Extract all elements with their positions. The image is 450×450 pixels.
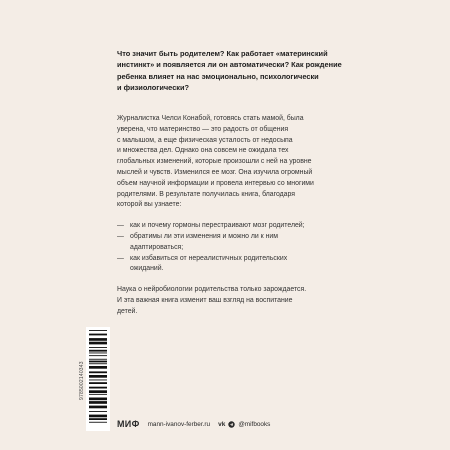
text-line: Журналистка Челси Конабой, готовясь стать мамой, была	[117, 115, 304, 122]
text-line: которой вы узнаете:	[117, 201, 182, 209]
text-line: родителями. В результате получилась книга, благодаря	[117, 190, 295, 198]
bullet-item	[117, 232, 349, 254]
telegram-icon[interactable]	[228, 421, 235, 428]
barcode-bar	[89, 387, 107, 389]
bullet-line: ожиданий.	[130, 265, 164, 273]
barcode-bar	[89, 366, 107, 369]
text-line: уверена, что материнство — это радость от общения	[117, 125, 289, 133]
bullet-line: как избавиться от нереалистичных родительских	[130, 254, 288, 262]
isbn-number: 9785002140343	[79, 361, 85, 401]
text-line: Наука о нейробиологии родительства только зарождается.	[117, 286, 307, 294]
barcode-bar	[89, 390, 107, 393]
barcode-bar	[89, 401, 107, 404]
barcode-bar	[89, 355, 107, 356]
barcode-bar	[89, 361, 107, 363]
barcode-bar	[89, 398, 107, 401]
publisher-logo: МИФ	[117, 419, 140, 429]
paragraph-closing	[117, 285, 349, 317]
bullet-line: обратимы ли эти изменения и можно ли к ним	[130, 232, 279, 240]
text-line: объем научной информации и провела интервью со многими	[117, 179, 314, 187]
barcode-bar	[89, 363, 107, 364]
barcode-bar	[89, 415, 107, 418]
lead-line: инстинкт» и появляется ли он автоматически? Как рождение	[117, 60, 342, 70]
barcode-bar	[89, 338, 107, 341]
barcode-bar	[89, 371, 107, 373]
barcode-bar	[89, 380, 107, 381]
barcode-bar	[89, 394, 107, 395]
barcode-bar	[89, 330, 107, 331]
publisher-website[interactable]: mann-ivanov-ferber.ru	[147, 420, 211, 428]
barcode-bar	[89, 406, 107, 409]
lead-line: и физиологически?	[117, 83, 190, 93]
text-line: мыслей и чувств. Изменился ее мозг. Она изучила огромный	[117, 168, 313, 176]
bullet-item	[117, 221, 349, 232]
paragraph-intro	[117, 114, 349, 211]
barcode-bar	[89, 422, 107, 423]
bullet-dash: —	[117, 222, 124, 230]
lead-line: Что значит быть родителем? Как работает «материнский	[117, 49, 328, 58]
barcode-bar	[89, 353, 107, 354]
text-line: и множества дел. Однако она совсем не ожидала тех	[117, 147, 289, 155]
barcode-bars	[86, 327, 110, 431]
description	[117, 114, 349, 328]
bullet-list	[117, 221, 349, 275]
barcode-bar	[89, 375, 107, 378]
barcode-bar	[89, 347, 107, 348]
bullet-line: адаптироваться;	[130, 243, 184, 251]
barcode-bar	[89, 334, 107, 336]
text-line: с малышом, а еще физическая усталость от недосыпа	[117, 136, 293, 144]
bullet-item	[117, 254, 349, 276]
text-line: И эта важная книга изменит ваш взгляд на воспитание	[117, 296, 293, 304]
barcode-bar	[89, 382, 107, 384]
vk-icon[interactable]: vk	[218, 420, 226, 428]
lead-line: ребенка влияет на нас эмоционально, психологически	[117, 71, 319, 81]
bullet-dash: —	[117, 232, 124, 240]
bullet-line: как и почему гормоны перестраивают мозг родителей;	[130, 222, 305, 230]
text-line: детей.	[117, 307, 138, 315]
bullet-dash: —	[117, 254, 124, 262]
barcode-bar	[89, 359, 107, 360]
barcode	[86, 327, 110, 431]
barcode-bar	[89, 418, 107, 420]
social-handle[interactable]: @mifbooks	[238, 420, 271, 428]
barcode-bar	[89, 411, 107, 412]
publisher-footer	[117, 418, 270, 430]
barcode-bar	[89, 342, 107, 345]
barcode-bar	[89, 350, 107, 352]
social-links	[218, 421, 270, 428]
lead-questions	[117, 48, 357, 94]
text-line: глобальных изменений, которые произошли с ней на уровне	[117, 158, 312, 166]
